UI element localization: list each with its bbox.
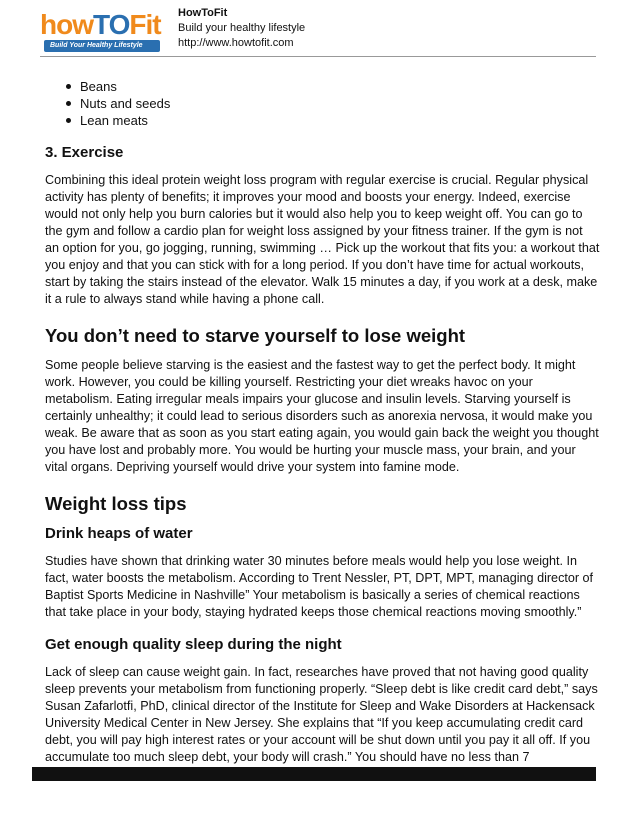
site-url: http://www.howtofit.com	[178, 37, 294, 49]
list-item: Nuts and seeds	[80, 95, 600, 112]
page-header	[0, 0, 638, 62]
sleep-paragraph: Lack of sleep can cause weight gain. In fact, researches have proved that not having good quality sleep prevents your metabolism from functioning properly. “Sleep debt is like credit card debt,” says Susan Zafarlotfi, PhD, clinical director of the Institute for Sleep and Wake Disorders at Hackensack University Medical Center in New Jersey. She explains that “If you keep accumulating credit card debt, you will pay high interest rates or your account will be shut down until you pay it all off. If you accumulate too much sleep debt, your body will crash.” You should have no less than 7	[45, 665, 598, 764]
exercise-heading: 3. Exercise	[45, 144, 124, 161]
water-heading: Drink heaps of water	[45, 525, 193, 542]
exercise-paragraph: Combining this ideal protein weight loss program with regular exercise is crucial. Regular physical activity has plenty of benefits; it improves your mood and boosts your energy. Indeed, exercise would not only help you burn calories but it would also help you to keep weight off. You can go to the gym and follow a cardio plan for weight loss assigned by your fitness trainer. If the gym is not an option for you, go jogging, running, swimming … Pick up the workout that fits you: a workout that you enjoy and that you can stick with for a long period. If you don’t have time for actual workouts, start by taking the stairs instead of the elevator. Walk 15 minutes a day, if you work at a desk, make it a rule to always stand while having a phone call.	[45, 173, 600, 306]
header-info	[178, 6, 305, 51]
document-body	[45, 78, 600, 766]
water-paragraph: Studies have shown that drinking water 30 minutes before meals would help you lose weight. In fact, water boosts the metabolism. According to Trent Nessler, PT, DPT, MPT, managing director of Baptist Sports Medicine in Nashville” Your metabolism is basically a series of chemical reactions that take place in your body, staying hydrated keeps those chemical reactions moving smoothly.”	[45, 554, 594, 619]
logo-tagline: Build Your Healthy Lifestyle	[44, 40, 160, 52]
starve-heading: You don’t need to starve yourself to lose weight	[45, 325, 466, 346]
starve-paragraph: Some people believe starving is the easiest and the fastest way to get the perfect body. It might work. However, you could be killing yourself. Restricting your diet wreaks havoc on your metabolism. Eating irregular meals impairs your glucose and insulin levels. Starving yourself is certainly unhealthy; it could lead to serious disorders such as anorexia nervosa, it would make you weak. Be aware that as soon as you start eating again, you would gain back the weight you thought you have lost and probably more. You would be hurting your muscle mass, your brain, and your vital organs. Depriving yourself would drive your system into famine mode.	[45, 358, 599, 474]
tips-heading: Weight loss tips	[45, 493, 187, 514]
logo-word-fit: Fit	[129, 9, 161, 40]
list-item: Lean meats	[80, 112, 600, 129]
site-name: HowToFit	[178, 7, 228, 19]
sleep-heading: Get enough quality sleep during the night	[45, 636, 342, 653]
logo-wordmark	[40, 10, 161, 40]
logo-word-to: TO	[93, 9, 130, 40]
logo-word-how: how	[40, 9, 93, 40]
header-divider	[40, 56, 596, 57]
site-tagline: Build your healthy lifestyle	[178, 22, 306, 34]
list-item: Beans	[80, 78, 600, 95]
bullet-list	[45, 78, 600, 129]
howtofit-logo	[40, 10, 160, 52]
footer-bar	[32, 767, 596, 781]
